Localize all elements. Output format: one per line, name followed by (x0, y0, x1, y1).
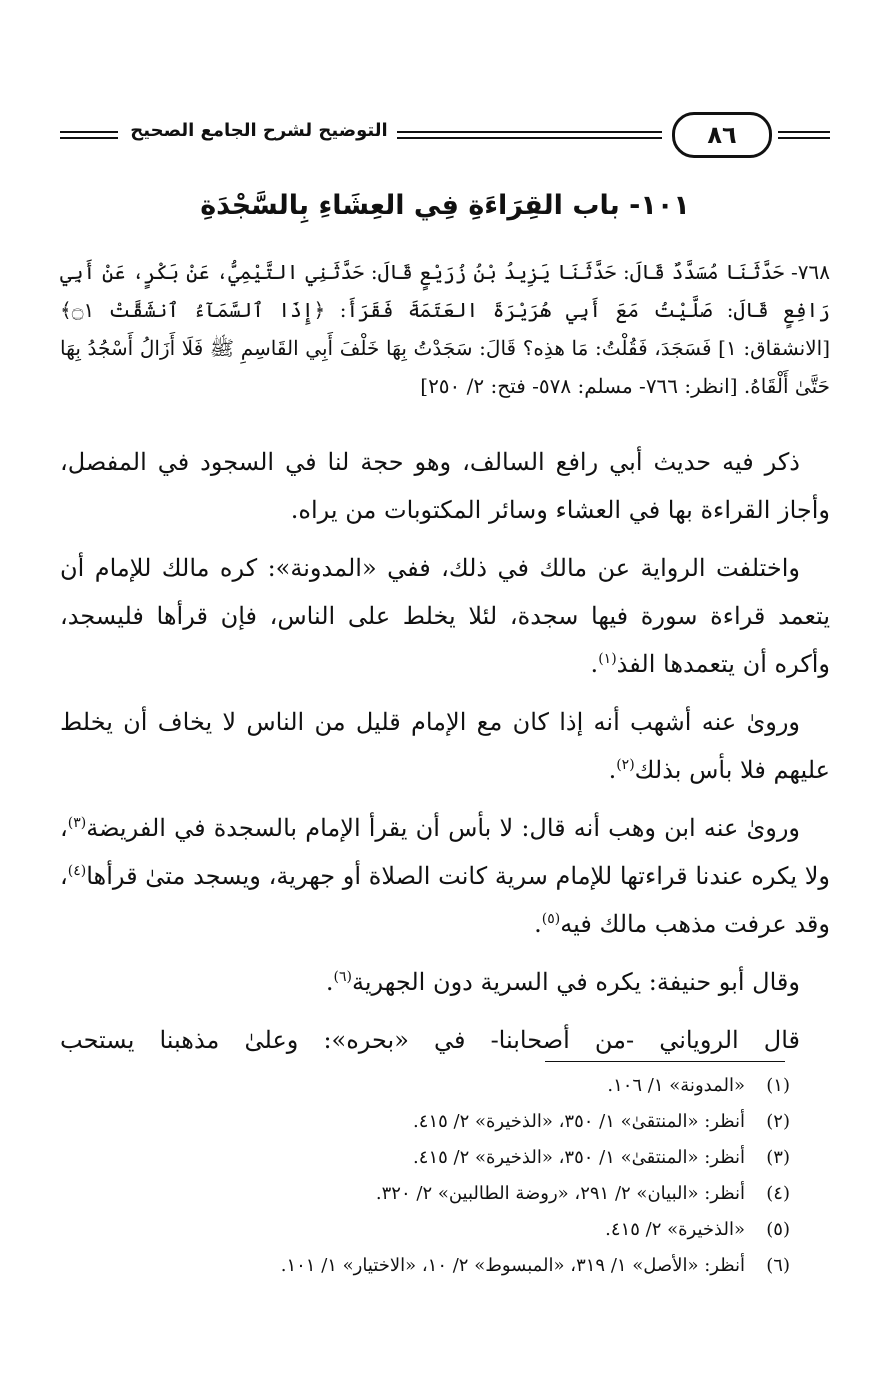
hadith-text-block (60, 253, 830, 405)
footnote-ref[interactable]: (١) (598, 651, 617, 667)
footnote-text: أنظر: «المنتقىٰ» ١/ ٣٥٠، «الذخيرة» ٢/ ٤١٥. (413, 1147, 745, 1168)
paragraph-tail: . (534, 910, 542, 938)
footnote-item (100, 1104, 790, 1140)
footnote-number: (٣) (766, 1147, 790, 1168)
footnotes (100, 1068, 790, 1284)
paragraph-text: وروىٰ عنه أشهب أنه إذا كان مع الإمام قليل من الناس لا يخاف أن يخلط عليهم فلا بأس بذلك (60, 708, 830, 784)
paragraph (60, 1016, 830, 1064)
paragraph-tail: . (608, 756, 617, 784)
footnote-item (100, 1176, 790, 1212)
footnote-text: أنظر: «الأصل» ١/ ٣١٩، «المبسوط» ٢/ ١٠، «الاختيار» ١/ ١٠١. (280, 1255, 745, 1276)
header-rule-middle (397, 131, 662, 133)
paragraph-text: ذكر فيه حديث أبي رافع السالف، وهو حجة لنا في السجود في المفصل، وأجاز القراءة بها في العشاء وسائر المكتوبات من يراه. (60, 448, 830, 524)
footnote-number: (١) (766, 1075, 790, 1096)
header-rule-left-lower (60, 137, 118, 139)
paragraph-tail: . (590, 650, 599, 678)
commentary-body (60, 438, 830, 1074)
page-number: ٨٦ (672, 112, 772, 158)
paragraph-text: قال الروياني -من أصحابنا- في «بحره»: وعلىٰ مذهبنا يستحب (60, 1026, 800, 1054)
running-header (60, 112, 830, 158)
paragraph-text: وقال أبو حنيفة: يكره في السرية دون الجهرية (351, 968, 800, 996)
header-rule-right-lower (778, 137, 830, 139)
footnote-ref[interactable]: (٣) (67, 815, 87, 831)
paragraph (60, 698, 830, 794)
footnote-text: «الذخيرة» ٢/ ٤١٥. (605, 1219, 745, 1240)
paragraph-text: واختلفت الرواية عن مالك في ذلك، ففي «المدونة»: كره مالك للإمام أن يتعمد قراءة سورة فيها سجدة، لئلا يخلط على الناس، فإن قرأها فليسجد، وأكره أن يتعمدها الفذ (60, 554, 830, 678)
paragraph-tail: . (325, 968, 334, 996)
footnote-text: أنظر: «المنتقىٰ» ١/ ٣٥٠، «الذخيرة» ٢/ ٤١٥. (413, 1111, 745, 1132)
chapter-title: ١٠١- باب القِرَاءَةِ فِي العِشَاءِ بِالسَّجْدَةِ (200, 190, 690, 221)
paragraph (60, 804, 830, 948)
footnote-item (100, 1212, 790, 1248)
header-rule-middle-lower (397, 137, 662, 139)
paragraph (60, 438, 830, 534)
paragraph-text: ، ولا يكره عندنا قراءتها للإمام سرية كانت الصلاة أو جهرية، ويسجد متىٰ قرأها (60, 814, 830, 890)
footnote-text: أنظر: «البيان» ٢/ ٢٩١، «روضة الطالبين» ٢/ ٣٢٠. (375, 1183, 745, 1204)
footnote-number: (٦) (766, 1255, 790, 1276)
footnote-text: «المدونة» ١/ ١٠٦. (607, 1075, 745, 1096)
footnote-item (100, 1248, 790, 1284)
footnote-item (100, 1068, 790, 1104)
paragraph (60, 958, 830, 1006)
footnote-ref[interactable]: (٦) (333, 969, 352, 985)
hadith-text: ٧٦٨- حَدَّثَنَا مُسَدَّدٌ قَالَ: حَدَّثَنَا يَزِيدُ بْنُ زُرَيْعٍ قَالَ: حَدَّثَنِي التَّيْمِيُّ، عَنْ بَكْرٍ، عَنْ أَبِي رَافِعٍ قَالَ: صَلَّيْتُ مَعَ أَبِي هُرَيْرَةَ العَتَمَةَ فَقَرَأَ: ﴿إِذَا ٱلسَّمَآءُ ٱنشَقَّتْ ۝١﴾ [الانشقاق: ١] فَسَجَدَ، فَقُلْتُ: مَا هذِه؟ قَالَ: سَجَدْتُ بِهَا خَلْفَ أَبِي القَاسِمِ ﷺ فَلَا أَزَالُ أَسْجُدُ بِهَا حَتَّىٰ أَلْقَاهُ. [انظر: ٧٦٦- مسلم: ٥٧٨- فتح: ٢/ ٢٥٠] (60, 260, 830, 398)
footnote-number: (٥) (766, 1219, 790, 1240)
paragraph-text: ، وقد عرفت مذهب مالك فيه (60, 862, 830, 938)
paragraph (60, 544, 830, 688)
footnote-item (100, 1140, 790, 1176)
footnote-number: (٢) (766, 1111, 790, 1132)
paragraph-text: وروىٰ عنه ابن وهب أنه قال: لا بأس أن يقرأ الإمام بالسجدة في الفريضة (86, 814, 800, 842)
footnote-number: (٤) (766, 1183, 790, 1204)
footnote-ref[interactable]: (٢) (616, 757, 635, 773)
running-title: التوضيح لشرح الجامع الصحيح (130, 120, 388, 141)
footnote-separator (545, 1061, 785, 1062)
header-rule-left (60, 131, 118, 133)
footnote-ref[interactable]: (٥) (541, 911, 561, 927)
header-rule-right (778, 131, 830, 133)
footnote-ref[interactable]: (٤) (67, 863, 87, 879)
